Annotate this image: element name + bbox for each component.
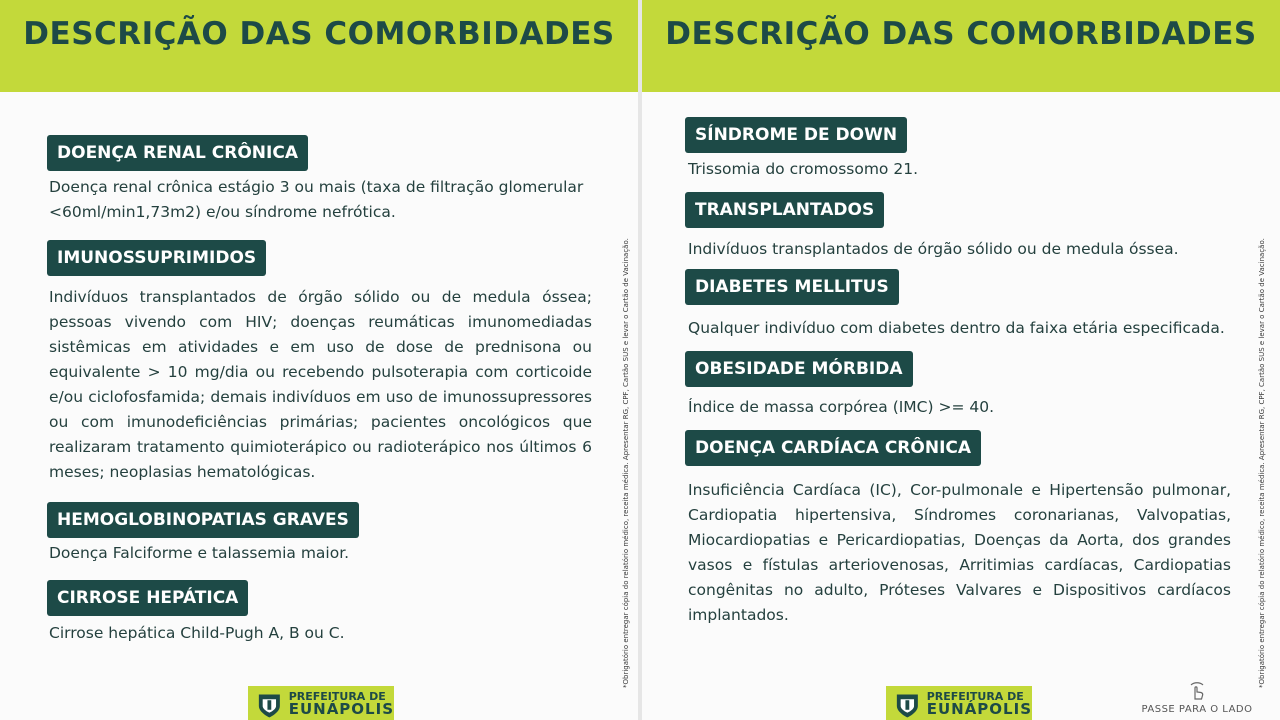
logo-line1-right: PREFEITURA DE (926, 690, 1024, 703)
left-panel (0, 0, 638, 720)
heading-transplantados: TRANSPLANTADOS (685, 192, 884, 228)
right-side-note: *Obrigatório entregar cópia do relatório médico, receita médica. Apresentar RG, CPF, Cartão SUS e levar o Cartão de Vacinação. (1258, 238, 1266, 688)
heading-hemoglobinopatias: HEMOGLOBINOPATIAS GRAVES (47, 502, 359, 538)
heading-obesidade: OBESIDADE MÓRBIDA (685, 351, 913, 387)
text-doenca-renal: Doença renal crônica estágio 3 ou mais (taxa de filtração glomerular <60ml/min1,73m2) e/ou síndrome nefrótica. (49, 178, 584, 221)
swipe-hand-icon (1186, 680, 1208, 702)
logo-line1: PREFEITURA DE (288, 690, 386, 703)
left-title: DESCRIÇÃO DAS COMORBIDADES (23, 16, 615, 52)
crest-icon (256, 691, 283, 719)
left-header (0, 0, 638, 92)
crest-icon (894, 691, 921, 719)
heading-doenca-cardiaca: DOENÇA CARDÍACA CRÔNICA (685, 430, 981, 466)
logo-line2-right: EUNÁPOLIS (926, 700, 1032, 718)
swipe-hint[interactable] (1137, 680, 1257, 715)
prefeitura-logo-right (886, 686, 1032, 720)
text-hemoglobinopatias: Doença Falciforme e talassemia maior. (49, 544, 350, 562)
right-title: DESCRIÇÃO DAS COMORBIDADES (665, 16, 1257, 52)
text-imunossuprimidos: Indivíduos transplantados de órgão sólido ou de medula óssea; pessoas vivendo com HIV; doenças reumáticas imunomediadas sistêmicas em atividades e em uso de dose de prednisona ou equivalente > 10 mg/dia ou recebendo pulsoterapia com corticoide e/ou ciclofosfamida; demais indivíduos em uso de imunossupressores ou com imunodeficiências primárias; pacientes oncológicos que realizaram tratamento quimioterápico ou radioterápico nos últimos 6 meses; neoplasias hematológicas. (49, 288, 592, 481)
text-doenca-cardiaca: Insuficiência Cardíaca (IC), Cor-pulmonale e Hipertensão pulmonar, Cardiopatia hipertensiva, Síndromes coronarianas, Valvopatias, Miocardiopatias e Pericardiopatias, Doenças da Aorta, dos grandes vasos e fístulas arteriovenosas, Arritimias cardíacas, Cardiopatias congênitas no adulto, Próteses Valvares e Dispositivos cardíacos implantados. (688, 481, 1231, 624)
right-header (642, 0, 1280, 92)
logo-line2: EUNÁPOLIS (288, 700, 394, 718)
swipe-label: PASSE PARA O LADO (1141, 704, 1253, 715)
text-obesidade: Índice de massa corpórea (IMC) >= 40. (688, 398, 995, 416)
prefeitura-logo (248, 686, 394, 720)
right-panel (642, 0, 1280, 720)
left-side-note: *Obrigatório entregar cópia do relatório médico, receita médica. Apresentar RG, CPF, Cartão SUS e levar o Cartão de Vacinação. (622, 238, 630, 688)
text-transplantados: Indivíduos transplantados de órgão sólido ou de medula óssea. (688, 240, 1179, 258)
text-diabetes: Qualquer indivíduo com diabetes dentro da faixa etária especificada. (688, 319, 1225, 337)
heading-cirrose: CIRROSE HEPÁTICA (47, 580, 248, 616)
heading-imunossuprimidos: IMUNOSSUPRIMIDOS (47, 240, 266, 276)
text-cirrose: Cirrose hepática Child-Pugh A, B ou C. (49, 624, 345, 642)
heading-sindrome-down: SÍNDROME DE DOWN (685, 117, 907, 153)
heading-doenca-renal: DOENÇA RENAL CRÔNICA (47, 135, 308, 171)
heading-diabetes: DIABETES MELLITUS (685, 269, 899, 305)
text-sindrome-down: Trissomia do cromossomo 21. (688, 160, 918, 178)
